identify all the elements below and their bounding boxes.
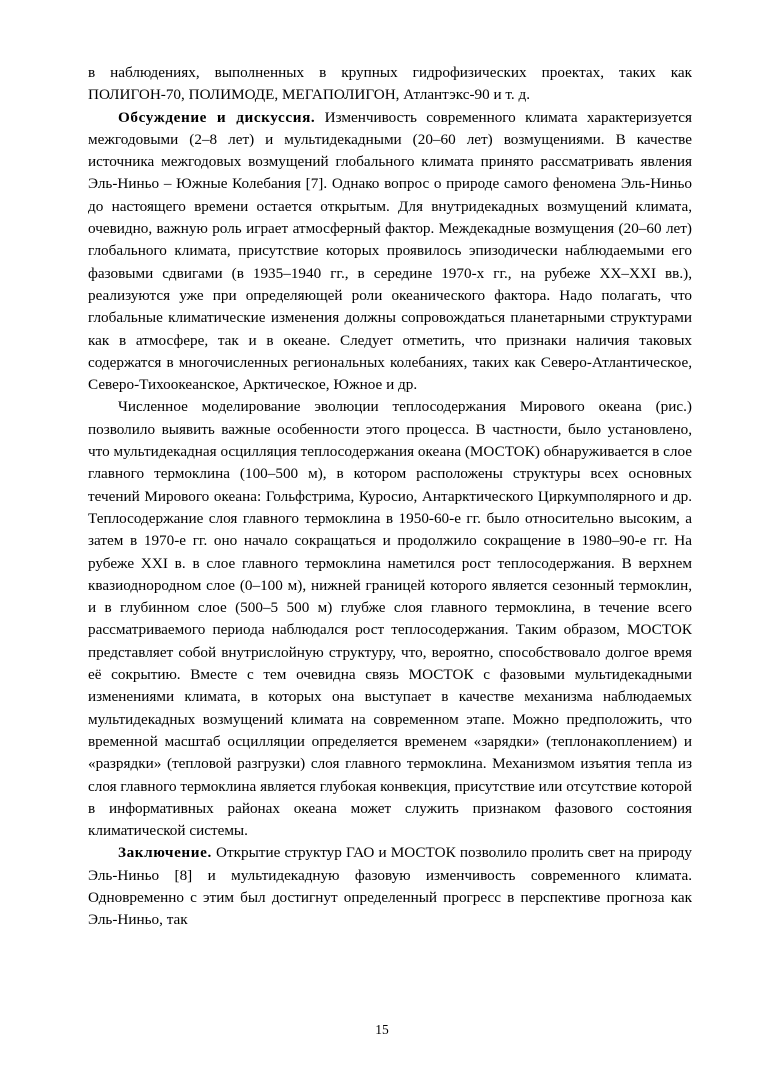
paragraph-text: Изменчивость современного климата характеризуется межгодовыми (2–8 лет) и мультидекадными (20–60 лет) возмущениями. В качестве источника межгодовых возмущений глобального климата принято рассматривать явления Эль-Ниньо – Южные Колебания [7]. Однако вопрос о природе самого феномена Эль-Ниньо до настоящего времени остается открытым. Для внутридекадных возмущений климата, очевидно, важную роль играет атмосферный фактор. Междекадные возмущения (20–60 лет) глобального климата, присутствие которых проявилось эпизодически наблюдаемыми его фазовыми сдвигами (в 1935–1940 гг., в середине 1970-х гг., на рубеже XX–XXI вв.), реализуются уже при определяющей роли океанического фактора. Надо полагать, что глобальные климатические изменения должны сопровождаться планетарными структурами как в атмосфере, так и в океане. Следует отметить, что признаки наличия таковых содержатся в многочисленных региональных колебаниях, таких как Северо-Атлантическое, Северо-Тихоокеанское, Арктическое, Южное и др. <box>88 108 692 394</box>
section-heading-discussion: Обсуждение и дискуссия. <box>118 108 316 126</box>
page-number: 15 <box>375 1022 389 1037</box>
paragraph-text: в наблюдениях, выполненных в крупных гидрофизических проектах, таких как ПОЛИГОН-70, ПОЛИМОДЕ, МЕГАПОЛИГОН, Атлантэкс-90 и т. д. <box>88 64 692 104</box>
paragraph-text: Численное моделирование эволюции теплосодержания Мирового океана (рис.) позволило выявить важные особенности этого процесса. В частности, было установлено, что мультидекадная осцилляция теплосодержания океана (МОСТОК) обнаруживается в слое главного термоклина (100–500 м), в котором расположены структуры всех основных течений Мирового океана: Гольфстрима, Куросио, Антарктического Циркумполярного и др. Теплосодержание слоя главного термоклина в 1950-60-е гг. было относительно высоким, а затем в 1970-е гг. оно начало сокращаться и продолжило сокращение в 1980–90-е гг. На рубеже XXI в. в слое главного термоклина наметился рост теплосодержания. В верхнем квазиоднородном слое (0–100 м), нижней границей которого является сезонный термоклин, и в глубинном слое (500–5 500 м) глубже слоя главного термоклина, в течение всего рассматриваемого периода наблюдался рост теплосодержания. Таким образом, МОСТОК представляет собой внутрислойную структуру, что, вероятно, способствовало долгое время её сокрытию. Вместе с тем очевидна связь МОСТОК с фазовыми мультидекадными изменениями климата, в которых она выступает в качестве механизма наблюдаемых мультидекадных возмущений климата на современном этапе. Можно предположить, что временной масштаб осцилляции определяется временем «зарядки» (теплонакоплением) и «разрядки» (тепловой разгрузки) слоя главного термоклина. Механизмом изъятия тепла из слоя главного термоклина является глубокая конвекция, присутствие или отсутствие которой в информативных районах океана может служить признаком фазового состояния климатической системы. <box>88 398 692 840</box>
paragraph-modeling <box>88 396 692 842</box>
paragraph-text: Открытие структур ГАО и МОСТОК позволило пролить свет на природу Эль-Ниньо [8] и мультидекадную фазовую изменчивость современного климата. Одновременно с этим был достигнут определенный прогресс в перспективе прогноза как Эль-Ниньо, так <box>88 844 692 929</box>
paragraph-intro <box>88 62 692 107</box>
body-text-column <box>88 62 692 932</box>
section-heading-conclusion: Заключение. <box>118 844 212 862</box>
paragraph-discussion <box>88 107 692 397</box>
paragraph-conclusion <box>88 842 692 931</box>
